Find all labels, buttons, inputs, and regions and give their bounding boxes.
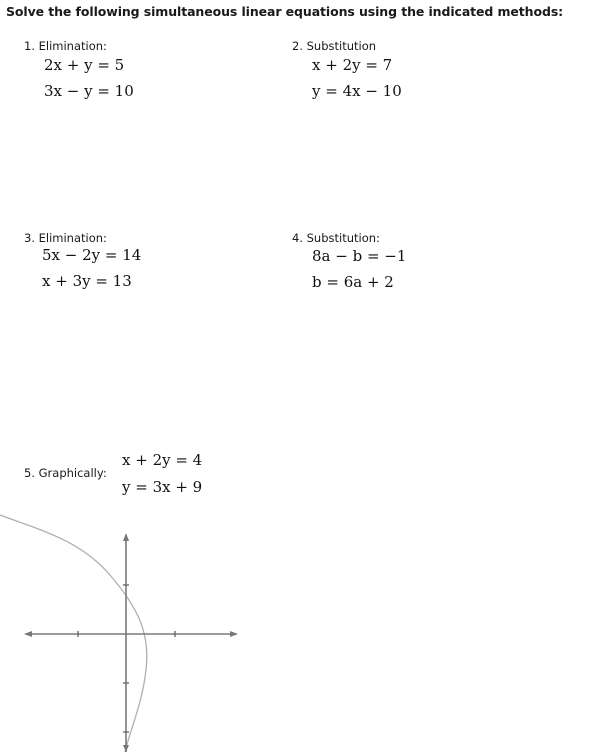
problem-5-label: 5. Graphically: (24, 466, 107, 480)
problem-4-equation-2: b = 6a + 2 (312, 273, 394, 291)
problem-3-label: 3. Elimination: (24, 231, 107, 245)
problem-1-equation-1: 2x + y = 5 (44, 56, 125, 74)
problem-3-equation-2: x + 3y = 13 (42, 272, 132, 290)
problem-5-equation-2: y = 3x + 9 (122, 478, 203, 496)
instructions-heading: Solve the following simultaneous linear equations using the indicated methods: (6, 4, 564, 19)
problem-1-label: 1. Elimination: (24, 39, 107, 53)
problem-2-equation-1: x + 2y = 7 (312, 56, 393, 74)
x-axis-arrow-left (24, 631, 32, 637)
problem-4-label: 4. Substitution: (292, 231, 380, 245)
problem-3-equation-1: 5x − 2y = 14 (42, 246, 142, 264)
problem-4-equation-1: 8a − b = −1 (312, 247, 407, 265)
problem-2-equation-2: y = 4x − 10 (312, 82, 402, 100)
x-axis-arrow-right (230, 631, 238, 637)
problem-2-label: 2. Substitution (292, 39, 377, 53)
y-axis-arrow-top (123, 533, 129, 541)
coordinate-grid-icon (0, 505, 260, 752)
y-axis-arrow-bottom (123, 745, 129, 752)
problem-1-equation-2: 3x − y = 10 (44, 82, 134, 100)
problem-5-equation-1: x + 2y = 4 (122, 451, 203, 469)
